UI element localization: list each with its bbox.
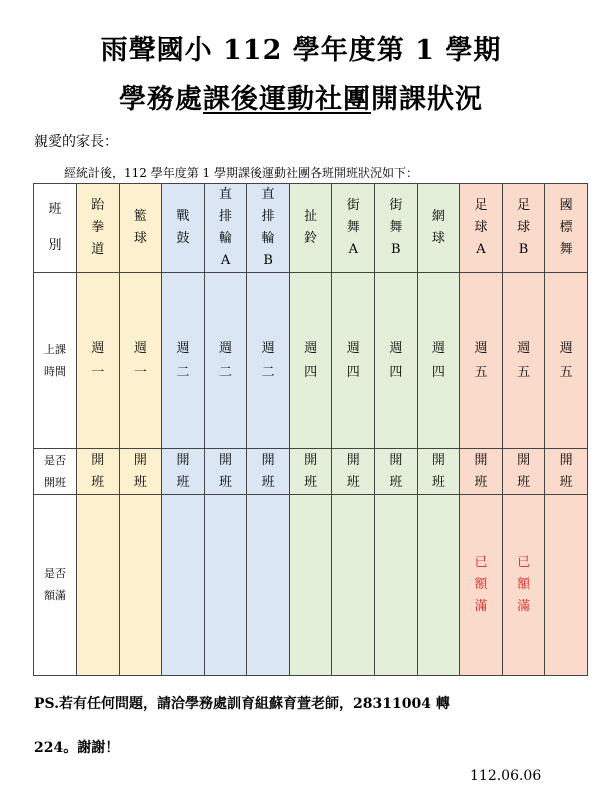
- cell-char: 週: [346, 340, 360, 356]
- club-full-cell: [119, 495, 162, 676]
- club-full-cell: [247, 495, 290, 676]
- cell-char: 球: [133, 231, 147, 246]
- cell-char: 班: [431, 474, 445, 490]
- cell-char: 排: [219, 209, 233, 224]
- header-label: 班 別: [48, 202, 62, 253]
- cell-char: 二: [261, 364, 275, 380]
- club-day-cell: [417, 273, 460, 449]
- cell-char: 二: [176, 364, 190, 380]
- cell-char: 球: [431, 231, 445, 246]
- cell-char: 拳: [91, 220, 105, 235]
- club-day-cell: [460, 273, 503, 449]
- cell-char: 班: [559, 474, 573, 490]
- cell-char: 已: [474, 555, 488, 570]
- club-day-cell: [119, 273, 162, 449]
- cell-char: 直: [219, 187, 233, 202]
- page-subtitle: [0, 77, 602, 116]
- club-name-cell: [502, 184, 545, 273]
- club-full-cell: [545, 495, 588, 676]
- cell-char: 週: [517, 340, 531, 356]
- cell-char: 班: [304, 474, 318, 490]
- cell-char: 舞: [389, 220, 403, 235]
- cell-char: 開: [304, 452, 318, 468]
- table-row-open: [34, 449, 588, 495]
- subtitle-part-clubs: 課後運動社團: [203, 84, 371, 115]
- cell-char: 鈴: [304, 231, 318, 246]
- cell-char: 開: [91, 452, 105, 468]
- cell-char: 四: [389, 364, 403, 380]
- club-name-cell: [417, 184, 460, 273]
- cell-char: 街: [389, 198, 403, 213]
- cell-char: 滿: [474, 599, 488, 614]
- club-day-cell: [289, 273, 332, 449]
- cell-char: B: [518, 242, 529, 257]
- club-full-cell: [375, 495, 418, 676]
- ps-note-continued: 224。謝謝！: [34, 740, 120, 756]
- cell-char: 國: [559, 198, 573, 213]
- club-day-cell: [247, 273, 290, 449]
- club-name-cell: [460, 184, 503, 273]
- cell-char: 週: [261, 340, 275, 356]
- cell-char: B: [263, 253, 273, 268]
- club-open-cell: [417, 449, 460, 495]
- cell-char: 開: [431, 452, 445, 468]
- cell-char: 班: [389, 474, 403, 490]
- cell-char: 球: [474, 220, 488, 235]
- club-day-cell: [77, 273, 120, 449]
- cell-char: 額: [474, 577, 488, 592]
- cell-char: 開: [176, 452, 190, 468]
- cell-char: 班: [517, 474, 531, 490]
- row-label-open: 是否 開班: [34, 449, 77, 495]
- cell-char: 舞: [346, 220, 360, 235]
- cell-char: 扯: [304, 209, 318, 224]
- club-name-cell: [375, 184, 418, 273]
- cell-char: 班: [474, 474, 488, 490]
- cell-char: 四: [304, 364, 318, 380]
- cell-char: 週: [389, 340, 403, 356]
- intro-text: 經統計後，112 學年度第 1 學期課後運動社團各班開班狀況如下：: [64, 166, 418, 180]
- cell-char: 開: [219, 452, 233, 468]
- cell-char: 足: [474, 198, 488, 213]
- cell-char: 足: [517, 198, 531, 213]
- club-day-cell: [375, 273, 418, 449]
- cell-char: 一: [91, 364, 105, 380]
- cell-char: 球: [517, 220, 531, 235]
- table-row-time: [34, 273, 588, 449]
- cell-char: 開: [559, 452, 573, 468]
- club-day-cell: [502, 273, 545, 449]
- subtitle-part-status: 開課狀況: [371, 84, 483, 115]
- club-name-cell: [545, 184, 588, 273]
- cell-char: 週: [474, 340, 488, 356]
- cell-char: 週: [133, 340, 147, 356]
- club-open-cell: [247, 449, 290, 495]
- club-status-table: [33, 183, 588, 676]
- page-title: 雨聲國小 112 學年度第 1 學期: [100, 35, 502, 66]
- cell-char: 週: [219, 340, 233, 356]
- cell-char: 週: [431, 340, 445, 356]
- club-open-cell: [502, 449, 545, 495]
- cell-char: 排: [261, 209, 275, 224]
- cell-char: 週: [91, 340, 105, 356]
- club-open-cell: [204, 449, 247, 495]
- cell-char: 四: [431, 364, 445, 380]
- header-label-cell: [34, 184, 77, 273]
- club-name-cell: [247, 184, 290, 273]
- club-name-cell: [77, 184, 120, 273]
- row-label-time: 上課 時間: [34, 273, 77, 449]
- cell-char: 網: [431, 209, 445, 224]
- cell-char: 已: [517, 555, 531, 570]
- cell-char: 五: [517, 364, 531, 380]
- cell-char: 街: [346, 198, 360, 213]
- club-open-cell: [77, 449, 120, 495]
- cell-char: 道: [91, 242, 105, 257]
- greeting: 親愛的家長：: [34, 134, 118, 150]
- club-full-cell: [460, 495, 503, 676]
- club-full-cell: [77, 495, 120, 676]
- cell-char: 班: [261, 474, 275, 490]
- cell-char: 舞: [559, 242, 573, 257]
- cell-char: 籃: [133, 209, 147, 224]
- club-name-cell: [162, 184, 205, 273]
- cell-char: 五: [474, 364, 488, 380]
- cell-char: A: [220, 253, 231, 268]
- cell-char: 班: [346, 474, 360, 490]
- cell-char: 滿: [517, 599, 531, 614]
- subtitle-part-office: 學務處: [119, 84, 203, 115]
- cell-char: 班: [91, 474, 105, 490]
- club-name-cell: [204, 184, 247, 273]
- cell-char: 輪: [219, 231, 233, 246]
- club-full-cell: [162, 495, 205, 676]
- cell-char: 五: [559, 364, 573, 380]
- table-row-full: [34, 495, 588, 676]
- cell-char: 跆: [91, 198, 105, 213]
- cell-char: 開: [346, 452, 360, 468]
- cell-char: 開: [133, 452, 147, 468]
- club-full-cell: [417, 495, 460, 676]
- row-label-full: 是否 額滿: [34, 495, 77, 676]
- cell-char: 標: [559, 220, 573, 235]
- club-open-cell: [332, 449, 375, 495]
- cell-char: 開: [261, 452, 275, 468]
- cell-char: 週: [176, 340, 190, 356]
- club-name-cell: [119, 184, 162, 273]
- club-full-cell: [332, 495, 375, 676]
- club-open-cell: [289, 449, 332, 495]
- club-open-cell: [119, 449, 162, 495]
- cell-char: 一: [133, 364, 147, 380]
- cell-char: A: [348, 242, 358, 257]
- cell-char: 開: [474, 452, 488, 468]
- cell-char: 開: [517, 452, 531, 468]
- club-day-cell: [162, 273, 205, 449]
- cell-char: 額: [517, 577, 531, 592]
- club-full-cell: [289, 495, 332, 676]
- cell-char: 開: [389, 452, 403, 468]
- club-open-cell: [375, 449, 418, 495]
- club-open-cell: [460, 449, 503, 495]
- cell-char: A: [476, 242, 486, 257]
- cell-char: 班: [133, 474, 147, 490]
- club-name-cell: [332, 184, 375, 273]
- cell-char: 四: [346, 364, 360, 380]
- club-day-cell: [204, 273, 247, 449]
- document-date: 112.06.06: [470, 768, 542, 784]
- cell-char: 鼓: [176, 231, 190, 246]
- table-header-row: [34, 184, 588, 273]
- club-full-cell: [204, 495, 247, 676]
- ps-note: PS.若有任何問題，請洽學務處訓育組蘇育萱老師，28311004 轉: [34, 696, 450, 712]
- club-open-cell: [545, 449, 588, 495]
- cell-char: 直: [261, 187, 275, 202]
- cell-char: 班: [176, 474, 190, 490]
- club-open-cell: [162, 449, 205, 495]
- cell-char: 戰: [176, 209, 190, 224]
- cell-char: B: [391, 242, 401, 257]
- cell-char: 週: [559, 340, 573, 356]
- cell-char: 班: [219, 474, 233, 490]
- club-day-cell: [332, 273, 375, 449]
- club-day-cell: [545, 273, 588, 449]
- cell-char: 週: [304, 340, 318, 356]
- cell-char: 輪: [261, 231, 275, 246]
- club-full-cell: [502, 495, 545, 676]
- cell-char: 二: [219, 364, 233, 380]
- club-name-cell: [289, 184, 332, 273]
